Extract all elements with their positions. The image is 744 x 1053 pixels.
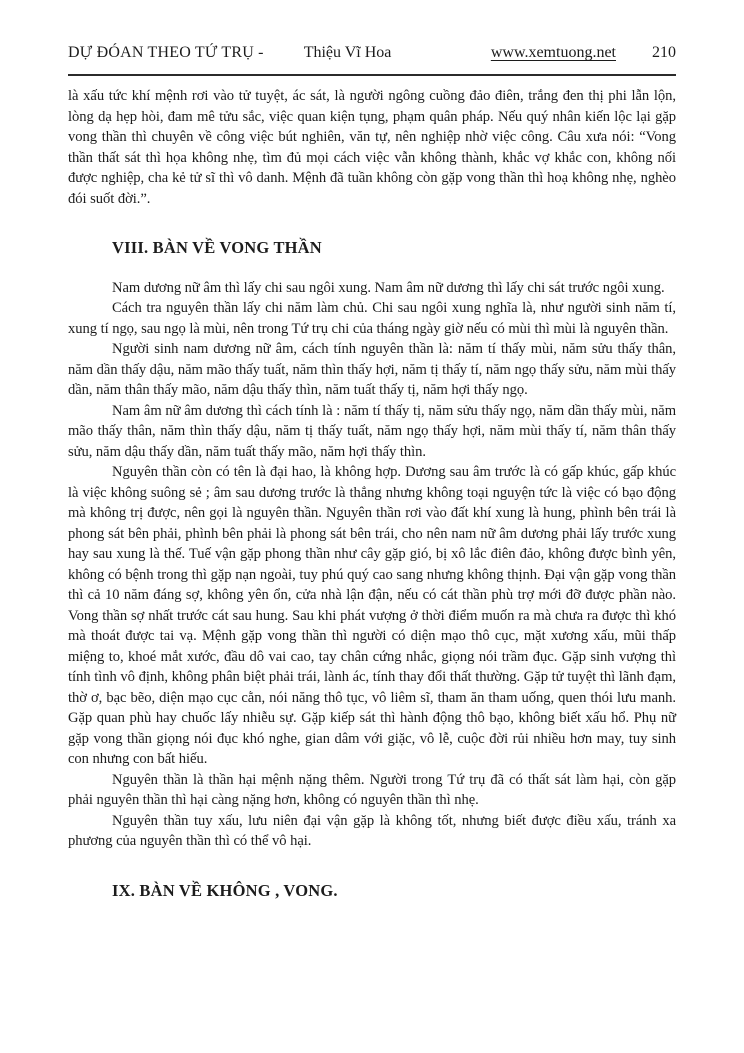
paragraph: Nguyên thần còn có tên là đại hao, là không hợp. Dương sau âm trước là có gấp khúc, gấp khúc là việc không suông sẻ ; âm sau dương trước là thẳng nhưng không toại nguyện tức là việc có bạo động mà không trị được, nên gọi là nguyên thần. Nguyên thần rơi vào đất khí xung là hung, phình bên trái là phong sát bên phải, phình bên phải là phong sát bên trái, cho nên nam nữ âm dương phải lấy trước xung hay sau xung là thế. Tuế vận gặp phong thần như cây gặp gió, bị xô lắc điên đảo, không được bình yên, không có bệnh trong thì gặp nạn ngoài, tuy phú quý cao sang nhưng không thịnh. Đại vận gặp vong thần thì cả 10 năm đáng sợ, không yên ổn, cửa nhà lận đận, nếu có cát thần phù trợ mới đỡ được phần nào. Vong thần sợ nhất trước cát sau hung. Sau khi phát vượng ở thời điểm muốn ra mà chưa ra được thì khó mà thoát được tai vạ. Mệnh gặp vong thần thì người có diện mạo thô cục, mặt xương xấu, mũi thấp miệng to, khoé mắt xước, đầu dô vai cao, tay chân cứng nhắc, giọng nói trầm đục. Gặp sinh vượng thì tính tình vô định, không phân biệt phải trái, lành ác, tính thay đổi thất thường. Gặp tử tuyệt thì lãnh đạm, thờ ơ, bạc bẽo, diện mạo cục cằn, nói năng thô tục, vô liêm sĩ, tham ăn tham uống, quen thói lưu manh. Gặp quan phù hay chuốc lấy nhiễu sự. Gặp kiếp sát thì hành động thô bạo, không biết xấu hổ. Phụ nữ gặp vong thần giọng nói đục khó nghe, gian dâm với giặc, vô lễ, cuộc đời rủi nhiều hơn may, tuy sinh con nhưng con bất hiếu. <box>68 464 676 767</box>
paragraph: Cách tra nguyên thần lấy chi năm làm chủ. Chi sau ngôi xung nghĩa là, như người sinh năm tí, xung tí ngọ, sau ngọ là mùi, nên trong Tứ trụ chi của tháng ngày giờ nếu có mùi thì mùi là nguyên thần. <box>68 300 676 337</box>
paragraph: Nam âm nữ âm dương thì cách tính là : năm tí thấy tị, năm sửu thấy ngọ, năm dần thấy mùi, năm mão thấy thân, năm thìn thấy dậu, năm tị thấy tuất, năm ngọ thấy hợi, năm mùi thấy tí, năm thân thấy sửu, năm dậu thấy dần, năm tuất thấy mão, năm hợi thấy thìn. <box>68 402 676 460</box>
header-divider <box>68 74 676 76</box>
section-heading: VIII. BÀN VỀ VONG THẦN <box>112 238 322 257</box>
page-content <box>68 86 676 901</box>
page-number: 210 <box>652 44 676 61</box>
paragraph: là xấu tức khí mệnh rơi vào tử tuyệt, ác sát, là người ngông cuồng đảo điên, trắng đen thị phi lẫn lộn, lòng dạ hẹp hòi, đam mê tửu sắc, việc quan kiện tụng, phạm quân pháp. Nếu quý nhân kiến lộc lại gặp vong thần thì chuyên về công việc bút nghiên, văn tự, nên nghiệp nhờ việc công. Câu xưa nói: “Vong thần thất sát thì họa không nhẹ, tìm đủ mọi cách việc vẫn không thành, khắc vợ khắc con, không nối được nghiệp, cha kẻ tử sĩ thì vô danh. Mệnh đã tuần không còn gặp vong thần thì hoạ không nhẹ, nghèo đói suốt đời.”. <box>68 88 676 207</box>
paragraph: Nguyên thần tuy xấu, lưu niên đại vận gặp là không tốt, nhưng biết được điều xấu, tránh xa phương của nguyên thần thì có thể vô hại. <box>68 812 676 849</box>
page-header <box>68 44 676 62</box>
book-title: DỰ ĐÓAN THEO TỨ TRỤ - <box>68 44 264 61</box>
author-name: Thiệu Vĩ Hoa <box>303 44 392 61</box>
section-heading: IX. BÀN VỀ KHÔNG , VONG. <box>112 880 338 900</box>
paragraph: Người sinh nam dương nữ âm, cách tính nguyên thần là: năm tí thấy mùi, năm sửu thấy thân, năm dần thấy dậu, năm mão thấy tuất, năm thìn thấy hợi, năm tị thấy tí, năm ngọ thấy sửu, năm mùi thấy dần, năm thân thấy mão, năm dậu thấy thìn, năm tuất thấy tị, năm hợi thấy ngọ. <box>68 341 676 398</box>
paragraph: Nam dương nữ âm thì lấy chi sau ngôi xung. Nam âm nữ dương thì lấy chi sát trước ngôi xung. <box>112 279 665 296</box>
website-link[interactable]: www.xemtuong.net <box>490 44 616 61</box>
paragraph: Nguyên thần là thần hại mệnh nặng thêm. Người trong Tứ trụ đã có thất sát làm hại, còn gặp phải nguyên thần thì hại càng nặng hơn, không có nguyên thần thì nhẹ. <box>68 771 676 808</box>
